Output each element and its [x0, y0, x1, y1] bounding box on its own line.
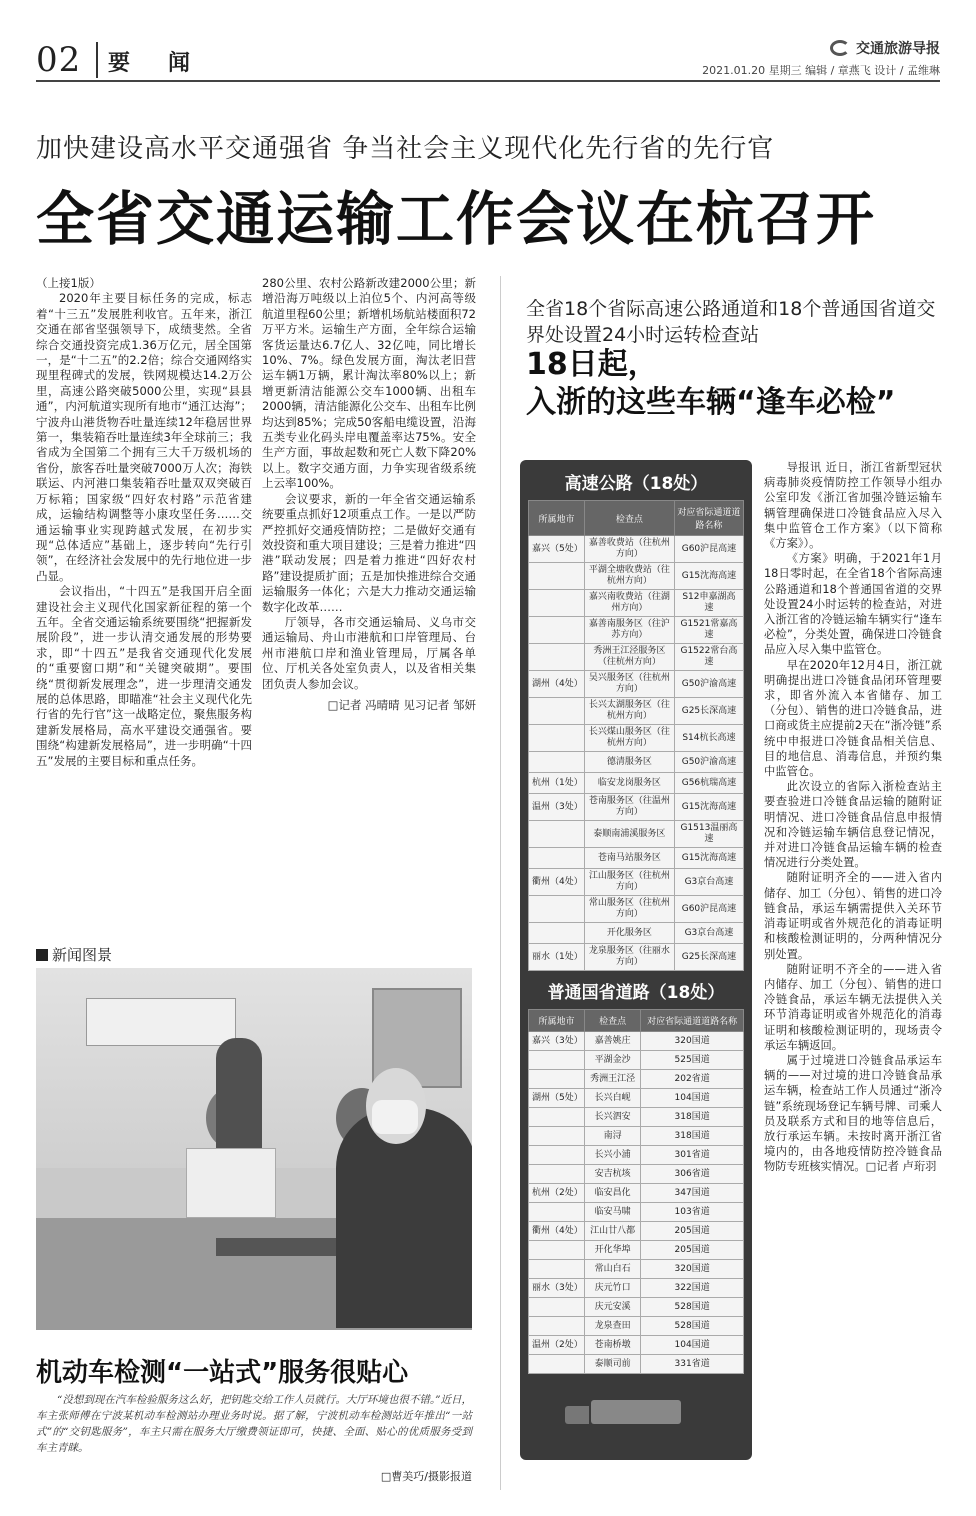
photo-caption: “没想到现在汽车检验服务这么好，把钥匙交给工作人员就行。大厅环境也很不错。”近日，车主张师傅在宁波某机动车检测站办理业务时说。据了解，宁波机动车检测站近年推出“一站式”的“交钥匙服务”，车主只需在服务大厅缴费领证即可，快捷、全面、贴心的优质服务受到车主青睐。: [36, 1394, 472, 1454]
table-row: [529, 848, 744, 869]
table-cell-city: 温州（2处）: [529, 1336, 585, 1355]
table-cell-road: 205国道: [641, 1222, 744, 1241]
table-cell-road: 320国道: [641, 1032, 744, 1051]
dateline: 2021.01.20 星期三 编辑 / 章燕飞 设计 / 孟维琳: [702, 64, 940, 77]
sidebar-paragraph: 《方案》明确，于2021年1月18日零时起，在全省18个省际高速公路通道和18个普通国省道的交界处设置24小时运转的检查站，对进入浙江省的冷链运输车辆实行“逢车必检”，分类处置，确保进口冷链食品应入尽入集中监管仓。: [764, 552, 942, 657]
table-cell-point: 嘉兴南收费站（往湖州方向）: [585, 590, 675, 617]
table-cell-point: 吴兴服务区（往杭州方向）: [585, 671, 675, 698]
table-row: [529, 1260, 744, 1279]
sidebar-headline-line2: 入浙的这些车辆“逢车必检”: [526, 385, 896, 420]
table-cell-city: [529, 896, 585, 923]
table-cell-city: [529, 848, 585, 869]
table-row: [529, 1127, 744, 1146]
sidebar-paragraph: 早在2020年12月4日，浙江就明确提出进口冷链食品闭环管理要求，即省外流入本省储存、加工（分包）、销售的进口冷链食品，进口商或货主应提前2天在“浙冷链”系统中申报进口冷链食品相关信息、目的地信息、消毒信息，并预约集中监管仓。: [764, 658, 942, 779]
table-cell-city: 衢州（4处）: [529, 1222, 585, 1241]
table-cell-point: 苍南桥墩: [585, 1336, 641, 1355]
table-header: 所属地市: [529, 501, 585, 536]
table-row: [529, 644, 744, 671]
table-cell-road: G15沈海高速: [674, 563, 743, 590]
table-cell-point: 开化服务区: [585, 923, 675, 944]
table-cell-road: 104国道: [641, 1089, 744, 1108]
table-header: 对应省际通道道路名称: [674, 501, 743, 536]
table-cell-road: 103省道: [641, 1203, 744, 1222]
table-cell-city: [529, 617, 585, 644]
table-cell-point: 嘉善南服务区（往沪苏方向）: [585, 617, 675, 644]
table-cell-city: [529, 1203, 585, 1222]
masthead: [0, 0, 976, 90]
logo-icon: [830, 40, 850, 56]
table-cell-point: 嘉善姚庄: [585, 1032, 641, 1051]
table-row: [529, 794, 744, 821]
table-cell-road: 301省道: [641, 1146, 744, 1165]
article-column-b: [262, 276, 476, 896]
sidebar-headline: [526, 346, 966, 422]
table-cell-city: 杭州（1处）: [529, 773, 585, 794]
table-cell-city: [529, 1355, 585, 1374]
table-cell-road: G3京台高速: [674, 869, 743, 896]
table-row: [529, 536, 744, 563]
article-paragraph: 厅领导，各市交通运输局、义乌市交通运输局、舟山市港航和口岸管理局、台州市港航口岸和渔业管理局，厅属各单位、厅机关各处室负责人，以及省相关集团负责人参加会议。: [262, 614, 476, 691]
table-row: [529, 1184, 744, 1203]
table-row: [529, 1203, 744, 1222]
table-cell-point: 临安马啸: [585, 1203, 641, 1222]
table-cell-point: 嘉善收费站（往杭州方向）: [585, 536, 675, 563]
table-row: [529, 1032, 744, 1051]
table-cell-road: G60沪昆高速: [674, 896, 743, 923]
table-cell-point: 平湖金沙: [585, 1051, 641, 1070]
table-cell-city: 衢州（4处）: [529, 869, 585, 896]
table-cell-city: [529, 821, 585, 848]
sidebar-body: [764, 460, 942, 1490]
table-row: [529, 1070, 744, 1089]
table-cell-road: G1522常台高速: [674, 644, 743, 671]
table-header: 对应省际通道道路名称: [641, 1010, 744, 1032]
table-row: [529, 1089, 744, 1108]
table-row: [529, 896, 744, 923]
table-cell-city: 杭州（2处）: [529, 1184, 585, 1203]
checkpoint-infobox: [520, 460, 752, 1460]
table-cell-city: 嘉兴（3处）: [529, 1032, 585, 1051]
table-cell-city: [529, 725, 585, 752]
table-row: [529, 1298, 744, 1317]
logo-text: 交通旅游导报: [856, 41, 940, 57]
table-cell-point: 临安龙岗服务区: [585, 773, 675, 794]
table-cell-road: 205国道: [641, 1241, 744, 1260]
article-paragraph: （上接1版）: [36, 276, 101, 290]
table-cell-road: G25长深高速: [674, 944, 743, 971]
table-cell-city: [529, 1108, 585, 1127]
sidebar-headline-line1: 18日起，: [526, 347, 658, 382]
table-header: 所属地市: [529, 1010, 585, 1032]
table-cell-city: [529, 1165, 585, 1184]
table-row: [529, 617, 744, 644]
table-cell-city: 丽水（1处）: [529, 944, 585, 971]
page-number: 02: [36, 40, 82, 80]
table-cell-road: 322国道: [641, 1279, 744, 1298]
table-cell-road: 202省道: [641, 1070, 744, 1089]
highway-table-title: 高速公路（18处）: [564, 474, 708, 494]
table-cell-road: S14杭长高速: [674, 725, 743, 752]
table-row: [529, 1355, 744, 1374]
table-cell-point: 长兴太湖服务区（往杭州方向）: [585, 698, 675, 725]
table-cell-road: S12申嘉湖高速: [674, 590, 743, 617]
table-row: [529, 1279, 744, 1298]
table-cell-point: 长兴小浦: [585, 1146, 641, 1165]
table-cell-road: G1521常嘉高速: [674, 617, 743, 644]
table-row: [529, 1108, 744, 1127]
table-cell-point: 苍南服务区（往温州方向）: [585, 794, 675, 821]
table-row: [529, 1146, 744, 1165]
table-row: [529, 563, 744, 590]
news-photo: [36, 968, 472, 1330]
sidebar-paragraph: 随附证明不齐全的——进入省内储存、加工（分包）、销售的进口冷链食品，承运车辆无法提供入关环节消毒证明或省外规范化的消毒证明和核酸检测证明的，现场责令承运车辆返回。: [764, 962, 942, 1052]
table-cell-city: [529, 1146, 585, 1165]
table-cell-road: G60沪昆高速: [674, 536, 743, 563]
article-headline: 全省交通运输工作会议在杭召开: [36, 185, 877, 253]
masthead-rule: [36, 80, 940, 82]
table-cell-city: 温州（3处）: [529, 794, 585, 821]
table-cell-city: [529, 923, 585, 944]
table-cell-point: 江山廿八都: [585, 1222, 641, 1241]
table-cell-city: [529, 1317, 585, 1336]
table-cell-city: 湖州（4处）: [529, 671, 585, 698]
table-row: [529, 671, 744, 698]
table-cell-road: G50沪渝高速: [674, 671, 743, 698]
table-cell-point: 江山服务区（往杭州方向）: [585, 869, 675, 896]
table-cell-city: [529, 1241, 585, 1260]
newspaper-logo: [830, 38, 940, 58]
road-table-title: 普通国省道路（18处）: [547, 983, 725, 1003]
table-cell-point: 常山白石: [585, 1260, 641, 1279]
news-photo-label: [36, 944, 112, 965]
table-cell-point: 长兴煤山服务区（往杭州方向）: [585, 725, 675, 752]
table-cell-point: 秀洲王江泾: [585, 1070, 641, 1089]
sidebar-paragraph: 属于过境进口冷链食品承运车辆的——对过境的进口冷链食品承运车辆，检查站工作人员通过“浙冷链”系统现场登记车辆号牌、司乘人员及联系方式和目的地等信息后，放行承运车辆。未按时离开浙江省境内的，由各地疫情防控冷链食品物防专班核实情况。□记者 卢珩羽: [764, 1053, 942, 1174]
table-cell-road: G15沈海高速: [674, 848, 743, 869]
photo-credit: □曹美巧/摄影报道: [380, 1470, 472, 1483]
sidebar-subhead: 全省18个省际高速公路通道和18个普通国省道交界处设置24小时运转检查站: [526, 298, 936, 346]
table-cell-point: 秀洲王江泾服务区（往杭州方向）: [585, 644, 675, 671]
table-row: [529, 1222, 744, 1241]
table-cell-city: [529, 698, 585, 725]
table-cell-road: 528国道: [641, 1298, 744, 1317]
table-cell-point: 安吉杭垓: [585, 1165, 641, 1184]
table-cell-point: 苍南马站服务区: [585, 848, 675, 869]
column-divider: [500, 276, 501, 1490]
table-cell-point: 常山服务区（往杭州方向）: [585, 896, 675, 923]
article-paragraph: 280公里、农村公路新改建2000公里；新增沿海万吨级以上泊位5个、内河高等级航道里程60公里；新增机场航站楼面积72万平方米。运输生产方面，全年综合运输客货运量达6.7亿人、32亿吨，同比增长10%、7%。绿色发展方面，淘汰老旧营运车辆1万辆，累计淘汰率80%以上；新增更新清洁能源公交车1000辆、出租车2000辆，清洁能源化公交车、出租车比例均达到85%；完成50客船电缆设置，沿海五类专业化码头岸电覆盖率达75%。安全生产方面，事故起数和死亡人数下降20%以上。数字交通方面，力争实现省级系统上云率100%。: [262, 276, 476, 491]
table-cell-point: 德清服务区: [585, 752, 675, 773]
truck-illustration: [528, 1384, 744, 1424]
table-cell-city: 嘉兴（5处）: [529, 536, 585, 563]
table-row: [529, 1241, 744, 1260]
table-cell-road: 525国道: [641, 1051, 744, 1070]
table-row: [529, 869, 744, 896]
table-cell-point: 南浔: [585, 1127, 641, 1146]
table-cell-road: G25长深高速: [674, 698, 743, 725]
section-name: 要闻: [108, 51, 229, 76]
article-paragraph: 2020年主要目标任务的完成，标志着“十三五”发展胜利收官。五年来，浙江交通在部省坚强领导下，成绩斐然。全省综合交通投资完成1.36万亿元，居全国第一，是“十二五”的2.2倍；综合交通网络实现里程碑式的发展，铁网规模达14.2万公里，高速公路突破5000公里，实现“县县通”，内河航道实现所有地市“通江达海”；宁波舟山港货物吞吐量连续12年稳居世界第一，集装箱吞吐量连续3年全球前三；我省成为全国第二个拥有三大千万级机场的省份，旅客吞吐量突破7000万人次；海铁联运、内河港口集装箱吞吐量双双突破百万标箱；国家级“四好农村路”示范省建成，运输结构调整等小康攻坚任务……交通运输事业实现跨越式发展，在初步实现“总体适应”基础上，逐步转向“先行引领”，在经济社会发展中的先行地位进一步凸显。: [36, 291, 252, 583]
table-row: [529, 821, 744, 848]
table-cell-point: 泰顺南浦溪服务区: [585, 821, 675, 848]
table-cell-point: 开化华埠: [585, 1241, 641, 1260]
sidebar-paragraph: 导报讯 近日，浙江省新型冠状病毒肺炎疫情防控工作领导小组办公室印发《浙江省加强冷链运输车辆管理确保进口冷链食品应入尽入集中监管仓工作方案》（以下简称《方案》）。: [764, 461, 942, 551]
table-row: [529, 725, 744, 752]
table-cell-city: 丽水（3处）: [529, 1279, 585, 1298]
table-header: 检查点: [585, 1010, 641, 1032]
table-cell-road: G15沈海高速: [674, 794, 743, 821]
table-cell-road: G56杭瑞高速: [674, 773, 743, 794]
article-paragraph: 会议指出，“十四五”是我国开启全面建设社会主义现代化国家新征程的第一个五年。全省交通运输系统要围绕“把握新发展阶段”，进一步认清交通发展的形势要求，即“十四五”是我省交通现代化发展的“重要窗口期”和“关键突破期”。要围绕“贯彻新发展理念”，进一步理清交通发展的总体思路，即瞄准“社会主义现代化先行省的先行官”这一战略定位，聚焦服务构建新发展格局，高水平建设交通强省。要围绕“构建新发展格局”，进一步明确“十四五”发展的主要目标和重点任务。: [36, 584, 252, 768]
table-cell-point: 庆元安溪: [585, 1298, 641, 1317]
table-cell-city: [529, 644, 585, 671]
table-cell-road: 318国道: [641, 1127, 744, 1146]
table-row: [529, 944, 744, 971]
square-icon: [36, 949, 48, 961]
table-cell-city: [529, 1070, 585, 1089]
table-header: 检查点: [585, 501, 675, 536]
road-checkpoint-table: [528, 1009, 744, 1374]
article-column-a: [36, 276, 252, 866]
table-cell-road: G1513温丽高速: [674, 821, 743, 848]
table-cell-city: [529, 563, 585, 590]
table-cell-road: 347国道: [641, 1184, 744, 1203]
table-row: [529, 590, 744, 617]
table-cell-point: 庆元竹口: [585, 1279, 641, 1298]
table-row: [529, 698, 744, 725]
table-cell-city: [529, 752, 585, 773]
table-row: [529, 923, 744, 944]
table-cell-road: 306省道: [641, 1165, 744, 1184]
photo-title: 机动车检测“一站式”服务很贴心: [36, 1358, 409, 1388]
table-cell-city: [529, 1051, 585, 1070]
truck-icon: [591, 1400, 681, 1424]
table-row: [529, 1165, 744, 1184]
table-cell-road: 104国道: [641, 1336, 744, 1355]
table-row: [529, 752, 744, 773]
table-cell-city: [529, 1298, 585, 1317]
table-cell-point: 平湖全塘收费站（往杭州方向）: [585, 563, 675, 590]
table-cell-city: [529, 1260, 585, 1279]
table-cell-city: [529, 1127, 585, 1146]
table-cell-road: 528国道: [641, 1317, 744, 1336]
table-row: [529, 1317, 744, 1336]
table-cell-road: 331省道: [641, 1355, 744, 1374]
news-photo-label-text: 新闻图景: [52, 946, 113, 964]
table-cell-city: 湖州（5处）: [529, 1089, 585, 1108]
table-cell-point: 临安昌化: [585, 1184, 641, 1203]
table-cell-road: 320国道: [641, 1260, 744, 1279]
article-kicker: 加快建设高水平交通强省 争当社会主义现代化先行省的先行官: [36, 134, 775, 164]
article-signature: □记者 冯晴晴 见习记者 邹妍: [327, 697, 476, 712]
masthead-divider: [96, 42, 98, 78]
table-cell-road: G3京台高速: [674, 923, 743, 944]
table-cell-road: 318国道: [641, 1108, 744, 1127]
table-cell-city: [529, 590, 585, 617]
table-cell-point: 龙泉服务区（往丽水方向）: [585, 944, 675, 971]
sidebar-paragraph: 此次设立的省际入浙检查站主要查验进口冷链食品运输的随附证明情况、进口冷链食品信息申报情况和冷链运输车辆信息登记情况，并对进口冷链食品运输车辆的检查情况进行分类处置。: [764, 780, 942, 870]
table-row: [529, 1051, 744, 1070]
table-cell-point: 泰顺司前: [585, 1355, 641, 1374]
table-cell-point: 长兴白岘: [585, 1089, 641, 1108]
table-row: [529, 773, 744, 794]
article-paragraph: 会议要求，新的一年全省交通运输系统要重点抓好12项重点工作。一是以严防严控抓好交通疫情防控；二是做好交通有效投资和重大项目建设；三是着力推进“四港”联动发展；四是着力推进“四好农村路”建设提质扩面；五是加快推进综合交通运输服务一体化；六是大力推动交通运输数字化改革……: [262, 491, 476, 614]
table-cell-road: G50沪渝高速: [674, 752, 743, 773]
sidebar-paragraph: 随附证明齐全的——进入省内储存、加工（分包）、销售的进口冷链食品，承运车辆需提供入关环节消毒证明或省外规范化的消毒证明和核酸检测证明的，分两种情况分别处置。: [764, 871, 942, 961]
highway-checkpoint-table: [528, 500, 744, 971]
table-row: [529, 1336, 744, 1355]
table-cell-point: 长兴泗安: [585, 1108, 641, 1127]
table-cell-point: 龙泉查田: [585, 1317, 641, 1336]
